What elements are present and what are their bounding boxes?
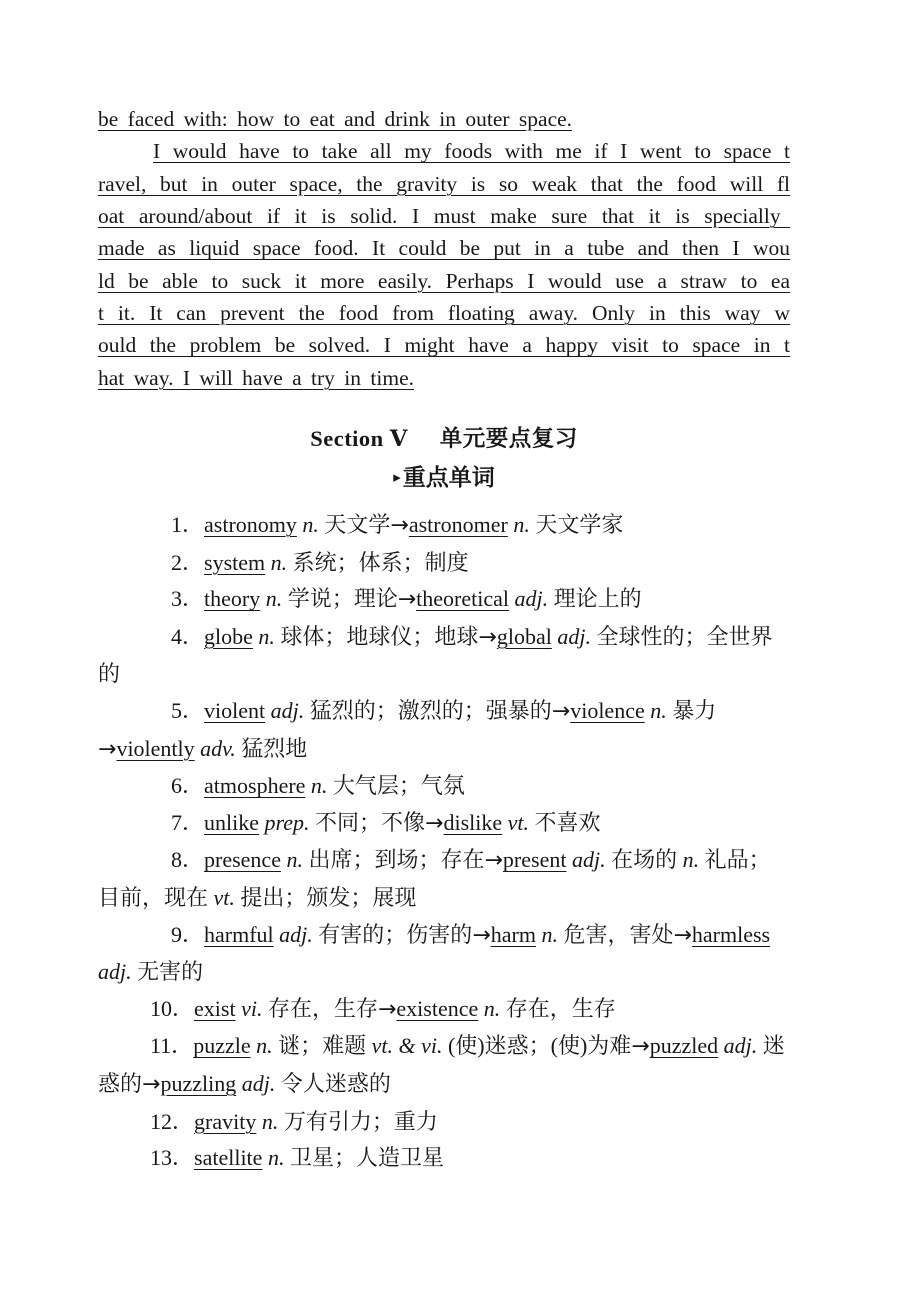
item-number: 13． <box>150 1145 195 1171</box>
word-list-item <box>98 581 790 619</box>
key-words-title: 重点单词 <box>402 464 495 491</box>
chinese-gloss: 卫星；人造卫星 <box>289 1145 444 1171</box>
chinese-gloss: 不同；不像 <box>315 809 426 835</box>
word-list-item <box>98 619 790 693</box>
pos-label: vt. <box>502 809 535 835</box>
item-number: 9． <box>171 921 205 947</box>
english-word: theory <box>204 586 261 612</box>
word-list-item <box>98 545 790 582</box>
pos-label: adj. <box>265 698 310 724</box>
pos-label: n. <box>507 512 536 538</box>
paragraph-line: ould the problem be solved. I might have a happy visit to space in t <box>98 333 790 358</box>
pos-label: n. <box>677 847 705 873</box>
english-word: presence <box>204 847 281 873</box>
pos-label: adj. <box>718 1033 763 1059</box>
chinese-gloss: 迷惑的 <box>98 1033 785 1096</box>
arrow-icon: → <box>390 513 409 539</box>
english-word: dislike <box>443 809 503 835</box>
pos-label: n. <box>260 586 288 612</box>
arrow-icon: → <box>98 736 117 762</box>
chinese-gloss: 猛烈地 <box>241 735 308 761</box>
english-word: global <box>496 623 552 649</box>
chinese-gloss: 暴力 <box>672 698 717 724</box>
item-number: 8． <box>171 847 205 873</box>
english-word: unlike <box>204 809 260 835</box>
word-list-item <box>98 1028 790 1103</box>
paragraph-line: oat around/about if it is solid. I must make sure that it is specially <box>98 204 790 229</box>
english-word: exist <box>194 995 236 1021</box>
pos-label: n. <box>250 1033 279 1059</box>
arrow-icon: → <box>397 587 417 613</box>
english-word: violent <box>204 698 266 724</box>
item-number: 1． <box>171 512 205 538</box>
item-number: 4． <box>171 623 205 649</box>
english-word: atmosphere <box>204 773 306 799</box>
arrow-icon: → <box>478 624 497 650</box>
arrow-icon: → <box>425 810 444 836</box>
english-word: violently <box>116 735 195 761</box>
item-number: 6． <box>171 773 205 799</box>
english-word: violence <box>570 698 645 724</box>
chinese-gloss: 全球性的；全世界的 <box>98 623 773 687</box>
word-list-item <box>98 768 790 805</box>
item-number: 11． <box>150 1033 194 1059</box>
word-list-item <box>98 693 790 768</box>
word-list-item <box>98 842 790 916</box>
pos-label: n. <box>265 549 293 575</box>
english-word: harmful <box>204 921 274 947</box>
chinese-gloss: 学说；理论 <box>287 586 398 612</box>
chinese-gloss: 令人迷惑的 <box>280 1071 391 1096</box>
chinese-gloss: 大气层；气氛 <box>332 773 465 799</box>
paragraph-line: be faced with: how to eat and drink in outer space. <box>98 107 573 131</box>
english-word: puzzling <box>160 1071 237 1096</box>
pos-label: adj. <box>236 1071 281 1096</box>
chinese-gloss: 不喜欢 <box>534 809 601 835</box>
triangle-bullet-icon: ▸ <box>393 468 401 487</box>
paragraph-line: hat way. I will have a try in time. <box>98 365 414 390</box>
paragraph-line: ravel, but in outer space, the gravity is so weak that the food will fl <box>98 171 790 196</box>
paragraph-line: t it. It can prevent the food from floating away. Only in this way w <box>98 301 790 326</box>
english-word: gravity <box>194 1108 257 1134</box>
word-list-item <box>98 1140 790 1177</box>
chinese-gloss: 存在，生存 <box>267 995 378 1021</box>
chinese-gloss: 礼品；目前，现在 <box>98 847 771 911</box>
pos-label: n. <box>305 773 333 799</box>
chinese-gloss: 猛烈的；激烈的；强暴的 <box>309 698 552 724</box>
pos-label: vi. <box>235 995 268 1021</box>
english-word: harmless <box>691 921 771 947</box>
english-word: astronomer <box>408 512 508 538</box>
pos-label: n. <box>478 995 506 1021</box>
pos-label: n. <box>535 921 564 947</box>
arrow-icon: → <box>142 1072 161 1097</box>
english-word: theoretical <box>416 586 510 612</box>
chinese-gloss: 万有引力；重力 <box>283 1108 438 1134</box>
pos-label: vt. <box>208 885 241 911</box>
chinese-gloss: 天文学家 <box>535 512 624 538</box>
arrow-icon: → <box>551 699 571 725</box>
arrow-icon: → <box>377 996 397 1022</box>
paragraph-line: ld be able to suck it more easily. Perhaps I would use a straw to ea <box>98 268 790 293</box>
english-word: harm <box>490 921 536 947</box>
section-heading <box>98 420 790 458</box>
chinese-gloss: 理论上的 <box>553 586 642 612</box>
arrow-icon: → <box>472 922 491 948</box>
pos-label: n. <box>280 847 309 873</box>
english-word: existence <box>396 995 479 1021</box>
chinese-gloss: 出席；到场；存在 <box>308 847 485 873</box>
paragraph-line: I would have to take all my foods with me if I went to space t <box>153 139 790 164</box>
item-number: 12． <box>150 1108 195 1134</box>
pos-label: adj. <box>273 921 319 947</box>
chinese-gloss: 天文学 <box>324 512 391 538</box>
key-words-subheading <box>98 458 790 496</box>
pos-label: n. <box>252 623 281 649</box>
english-word: satellite <box>194 1145 263 1171</box>
pos-label: adv. <box>194 735 242 761</box>
chinese-gloss: 球体；地球仪；地球 <box>280 623 479 649</box>
chinese-gloss: (使)迷惑；(使)为难 <box>447 1033 632 1059</box>
chinese-gloss: 提出；颁发；展现 <box>240 885 417 911</box>
english-word: puzzled <box>649 1033 719 1059</box>
chinese-gloss: 有害的；伤害的 <box>318 921 473 947</box>
essay-paragraph <box>98 103 790 394</box>
pos-label: adj. <box>98 959 138 985</box>
chinese-gloss: 系统；体系；制度 <box>292 549 469 575</box>
pos-label: adj. <box>509 586 554 612</box>
chinese-gloss: 无害的 <box>137 959 204 985</box>
arrow-icon: → <box>631 1034 650 1060</box>
item-number: 5． <box>171 698 205 724</box>
english-word: astronomy <box>204 512 297 538</box>
pos-label: adj. <box>551 623 597 649</box>
pos-label: n. <box>296 512 325 538</box>
section-heading-zh: 单元要点复习 <box>439 426 578 452</box>
section-heading-en: Section Ⅴ <box>310 426 408 452</box>
item-number: 2． <box>171 549 205 575</box>
word-list-item <box>98 805 790 843</box>
word-list-item <box>98 917 790 991</box>
pos-label: prep. <box>259 809 316 835</box>
arrow-icon: → <box>484 848 503 874</box>
word-list <box>98 507 790 1177</box>
word-list-item <box>98 507 790 545</box>
chinese-gloss: 谜；难题 <box>278 1033 367 1059</box>
chinese-gloss: 存在，生存 <box>505 995 616 1021</box>
english-word: globe <box>204 623 253 649</box>
paragraph-line: made as liquid space food. It could be put in a tube and then I wou <box>98 236 790 261</box>
pos-label: n. <box>644 698 673 724</box>
pos-label: n. <box>262 1145 290 1171</box>
item-number: 3． <box>171 586 205 612</box>
word-list-item <box>98 991 790 1029</box>
item-number: 10． <box>150 995 195 1021</box>
pos-label: adj. <box>566 847 612 873</box>
word-list-item <box>98 1104 790 1141</box>
pos-label: n. <box>256 1108 284 1134</box>
english-word: system <box>204 549 266 575</box>
english-word: present <box>502 847 567 873</box>
pos-label: vt. & vi. <box>366 1033 448 1059</box>
english-word: puzzle <box>193 1033 251 1059</box>
arrow-icon: → <box>673 922 692 948</box>
chinese-gloss: 在场的 <box>611 847 678 873</box>
item-number: 7． <box>171 809 205 835</box>
chinese-gloss: 危害，害处 <box>563 921 674 947</box>
